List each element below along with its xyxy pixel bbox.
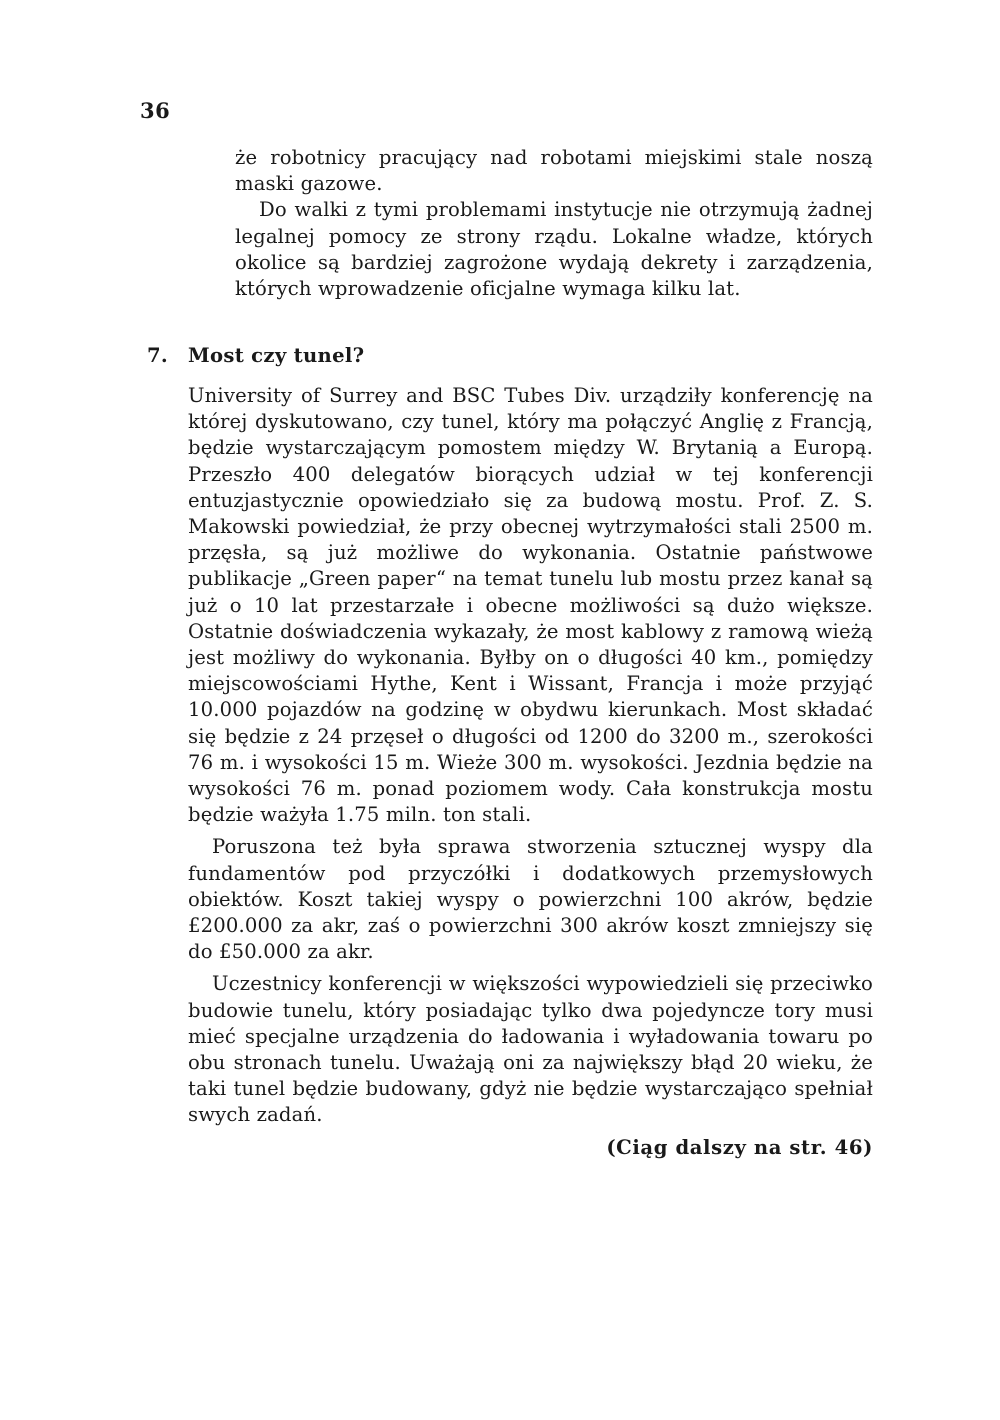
- intro-paragraph: Do walki z tymi problemami instytucje nie otrzymują żadnej legalnej pomocy ze strony rządu. Lokalne władze, których okolice są bardziej zagrożone wydają dekrety i zarządzenia, których wprowadzenie oficjalne wymaga kilku lat.: [235, 198, 873, 301]
- intro-text-block: [235, 145, 873, 302]
- section-title: Most czy tunel?: [188, 344, 365, 367]
- continuation-note-open: (Cią: [606, 1136, 654, 1159]
- body-paragraph: University of Surrey and BSC Tubes Div. urządziły konferencję na której dyskutowano, czy tunel, który ma połączyć Anglię z Francją, będzie wystarczającym pomostem między W. Brytanią a Europą. Przeszło 400 delegatów biorących udział w tej konferencji entuzjastycznie opowiedziało się za budową mostu. Prof. Z. S. Makowski powiedział, że przy obecnej wytrzymałości stali 2500 m. przęsła, są już możliwe do wykonania. Ostatnie państwowe publikacje „Green paper“ na temat tunelu lub mostu przez kanał są już o 10 lat przestarzałe i obecne możliwości są dużo większe. Ostatnie doświadczenia wykazały, że most kablowy z ramową wieżą jest możliwy do wykonania. Byłby on o długości 40 km., pomiędzy miejscowościami Hythe, Kent i Wissant, Francja i może przyjąć 10.000 pojazdów na godzinę w obydwu kierunkach. Most składać się będzie z 24 przęseł o długości od 1200 do 3200 m., szerokości 76 m. i wysokości 15 m. Wieże 300 m. wysokości. Jezdnia będzie na wysokości 76 m. ponad poziomem wody. Cała konstrukcja mostu będzie ważyła 1.75 miln. ton stali.: [188, 384, 873, 827]
- body-paragraph: Uczestnicy konferencji w większości wypowiedzieli się przeciwko budowie tunelu, który posiadając tylko dwa pojedyncze tory musi mieć specjalne urządzenia do ładowania i wyładowania towaru po obu stronach tunelu. Uważają oni za największy błąd 20 wieku, że taki tunel będzie budowany, gdyż nie będzie wystarczająco spełniał swych zadań.: [188, 972, 873, 1127]
- page-number: 36: [140, 98, 171, 123]
- continuation-note: [606, 1136, 873, 1159]
- section-number: 7.: [147, 344, 169, 367]
- intro-paragraph: że robotnicy pracujący nad robotami miejskimi stale noszą maski gazowe.: [235, 146, 873, 196]
- section-body: [188, 383, 873, 1129]
- continuation-note-rest: g dalszy na str. 46): [653, 1136, 873, 1159]
- section-heading: [147, 344, 364, 367]
- body-paragraph: Poruszona też była sprawa stworzenia sztucznej wyspy dla fundamentów pod przyczółki i dodatkowych przemysłowych obiektów. Koszt takiej wyspy o powierzchni 100 akrów, będzie £200.000 za akr, zaś o powierzchni 300 akrów koszt zmniejszy się do £50.000 za akr.: [188, 835, 873, 964]
